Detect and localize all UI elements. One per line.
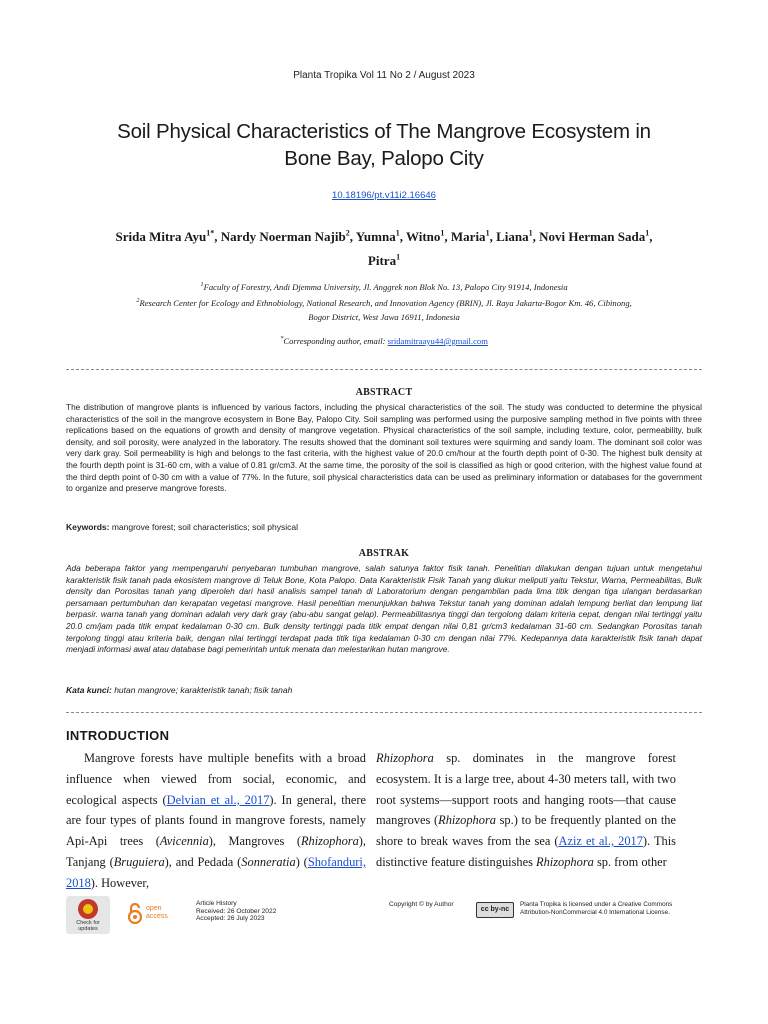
author: Novi Herman Sada$^1$, bbox=[539, 229, 653, 245]
introduction-heading: INTRODUCTION bbox=[66, 728, 170, 743]
open-access-icon bbox=[126, 902, 144, 924]
abstrak-text: Ada beberapa faktor yang mempengaruhi penyebaran tumbuhan mangrove, salah satunya faktor fisik tanah. Penelitian dilakukan dengan tujuan untuk mengetahui karakteristik fisik tanah pada ekosistem mangrove di Teluk Bone, Kota Palopo. Data Karakteristik Fisik Tanah yang diukur meliputi yaitu Tekstur, Warna, Permeabilitas, Bulk density dan Porositas tanah yang diperoleh dari hasil analisis sampel tanah di Laboratorium dengan pengambilan pada lima titik dengan tiga ulangan berdasarkan persamaan pertumbuhan dan kerapatan vegetasi mangrove. Hasil penelitian menunjukkan bahwa Tekstur tanah yang dominan adalah lempung berliat dan lempung liat berpasir. warna tanah yang dominan adalah very dark gray (abu-abu sangat gelap). Permeabilitasnya tinggi dan tergolong dalam kriteria cepat, dengan nilai tertinggi yaitu 20.0 cm/jam pada titik empat kedalaman 0-30 cm. Bulk density tertinggi pada titik empat dengan nilai 0,81 gr/cm3 kedalaman 31-60 cm. Sedangkan Porositas tanah tergolong tinggi atau kriteria baik, dengan nilai tertinggi terdapat pada titik tiga kedalaman 0-30 cm dengan nilai 77%. Kedepannya data karakteristik fisik tanah dapat menjadi informasi awal atau database bagi pemerintah untuk menata dan melestarikan hutan mangrove. bbox=[66, 563, 702, 655]
citation-link[interactable]: Aziz et al., 2017 bbox=[558, 834, 643, 849]
author: Witno$^1$, bbox=[405, 229, 451, 245]
abstract-heading: ABSTRACT bbox=[355, 387, 413, 398]
check-for-updates-badge[interactable]: Check for updates bbox=[66, 896, 110, 934]
doi-link[interactable]: 10.18196/pt.v11i2.16646 bbox=[332, 190, 436, 201]
divider bbox=[66, 369, 702, 370]
journal-header: Planta Tropika Vol 11 No 2 / August 2023 bbox=[293, 70, 475, 81]
citation-link[interactable]: Shofanduri, 2018 bbox=[66, 854, 366, 890]
affiliations bbox=[60, 278, 708, 324]
author-list bbox=[60, 224, 708, 271]
affiliation-2-cont: Bogor District, West Jawa 16911, Indonesia bbox=[308, 311, 460, 322]
cc-license-badge[interactable]: cc by-nc bbox=[476, 902, 514, 918]
citation-link[interactable]: Delvian et al., 2017 bbox=[166, 792, 270, 807]
paper-title bbox=[70, 118, 698, 172]
intro-column-left: Mangrove forests have multiple benefits with a broad influence when viewed from social, economic, and ecological aspects (Delvian et al., 2017). In general, there are four types of plants found in mangrove forests, namely Api-Api trees (Avicennia), Mangroves (Rhizophora), Tanjang (Bruguiera), and Pedada (Sonneratia) (Shofanduri, 2018). However, bbox=[66, 751, 367, 890]
title-line-1: Soil Physical Characteristics of The Mangrove Ecosystem in bbox=[117, 120, 651, 143]
license-text: Planta Tropika is licensed under a Creative Commons Attribution-NonCommercial 4.0 International License. bbox=[520, 901, 673, 916]
doi bbox=[0, 190, 768, 201]
open-access-label: open access bbox=[146, 905, 168, 920]
copyright: Copyright © by Author bbox=[389, 901, 454, 908]
author: Yumna$^1$, bbox=[355, 229, 406, 245]
affiliation-1: $^1$Faculty of Forestry, Andi Djemma University, Jl. Anggrek non Blok No. 13, Palopo City 91914, Indonesia bbox=[200, 281, 568, 292]
divider bbox=[66, 712, 702, 713]
check-updates-icon bbox=[78, 899, 98, 919]
corresponding-author: *Corresponding author, email: sridamitraayu44@gmail.com bbox=[280, 335, 488, 346]
keywords: Keywords: mangrove forest; soil characteristics; soil physical bbox=[66, 522, 298, 532]
author: Maria$^1$, bbox=[450, 229, 497, 245]
email-link[interactable]: sridamitraayu44@gmail.com bbox=[387, 335, 488, 346]
title-line-2: Bone Bay, Palopo City bbox=[284, 147, 484, 170]
author: Pitra$^1$ bbox=[367, 252, 401, 268]
author: Srida Mitra Ayu$^{1*}$, bbox=[115, 229, 221, 245]
kata-kunci: Kata kunci: hutan mangrove; karakteristik tanah; fisik tanah bbox=[66, 685, 293, 695]
affiliation-2: $^2$Research Center for Ecology and Ethnobiology, National Research, and Innovation Agency (BRIN), Jl. Raya Jakarta-Bogor Km. 46, Cibinong, bbox=[136, 296, 632, 308]
abstrak-heading: ABSTRAK bbox=[358, 548, 410, 559]
author: Liana$^1$, bbox=[496, 229, 540, 245]
article-history: Article History Received: 26 October 2022 Accepted: 26 July 2023 bbox=[196, 900, 277, 923]
abstract-text: The distribution of mangrove plants is influenced by various factors, including the physical characteristics of the soil. The study was conducted to determine the physical characteristics of the soil in the mangrove ecosystem in Bone Bay, Palopo City. Soil sampling was performed using the purposive sampling method in five points with three replications based on the equations of growth and density of mangrove vegetation. Physical characteristics of the soil sample, including texture, color, permeability, bulk density, and soil porosity, were analyzed in the laboratory. The results showed that the dominant soil textures were squirming and sandy loam. The dominant soil color was very dark gray. Soil permeability is high and belongs to the fast criteria, with the highest value of 20.0 cm/hour at the fourth depth point of 0-30. The highest bulk density at the fourth depth point is 31-60 cm, with a value of 0.81 gr/cm3. At the same time, the porosity of the soil is classified as high or good criterion, with the highest value found at the third depth point of 0-30 cm with a value of 77%. In the future, soil physical characteristics data can be used as preliminary information or databases for the government to organize and preserve mangrove forests. bbox=[66, 402, 702, 494]
intro-column-right: Rhizophora sp. dominates in the mangrove forest ecosystem. It is a large tree, about 4-30 meters tall, with two root systems—support roots and hanging roots—that cause mangroves (Rhizophora sp.) to be frequently planted on the shore to break waves from the sea (Aziz et al., 2017). This distinctive feature distinguishes Rhizophora sp. from other bbox=[376, 751, 677, 869]
author: Nardy Noerman Najib$^2$, bbox=[220, 229, 356, 245]
